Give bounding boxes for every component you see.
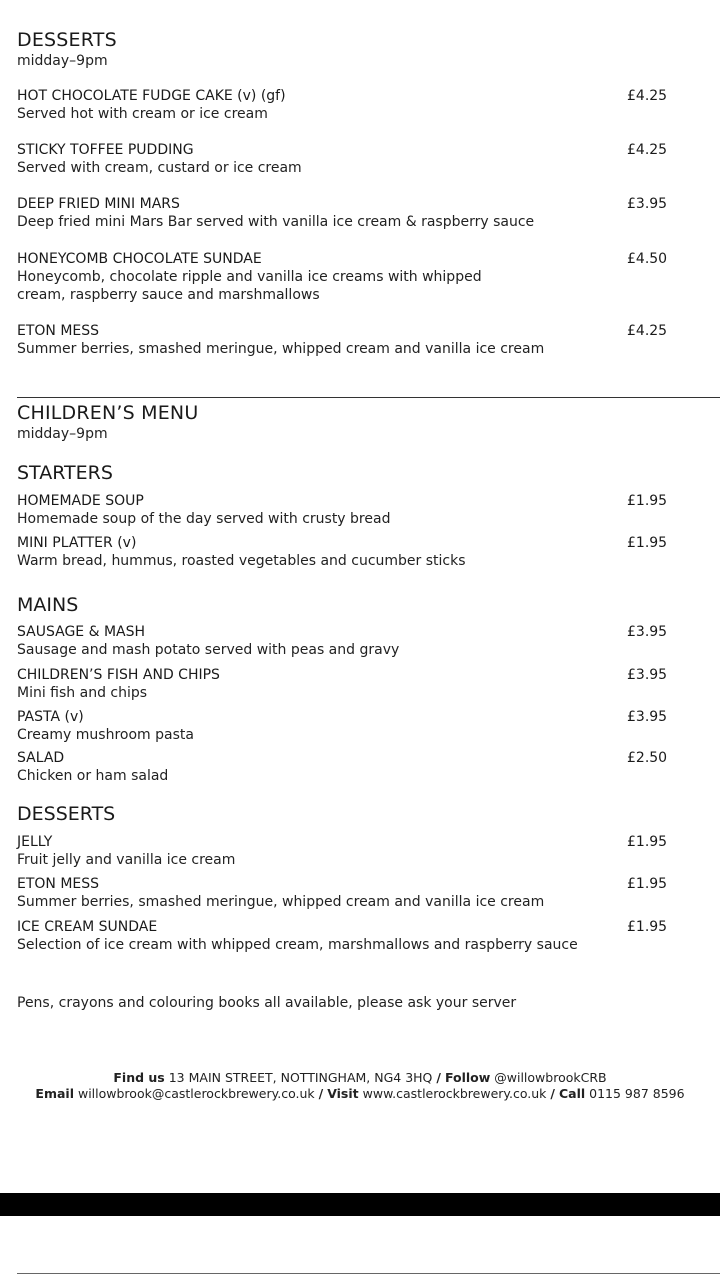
item-price: £4.25 [627, 142, 668, 158]
item-name: HOT CHOCOLATE FUDGE CAKE (v) (gf) [17, 88, 286, 104]
menu-item [17, 833, 707, 869]
footer-line-2 [0, 1086, 720, 1102]
item-name: CHILDREN’S FISH AND CHIPS [17, 667, 220, 683]
phone-link[interactable]: 0115 987 8596 [589, 1086, 685, 1101]
menu-item [17, 322, 707, 358]
childrens-menu-hours: midday–9pm [17, 426, 108, 442]
item-description: Summer berries, smashed meringue, whipped cream and vanilla ice cream [17, 341, 545, 357]
childrens-menu-title: CHILDREN’S MENU [17, 402, 199, 424]
menu-item [17, 875, 707, 911]
menu-item [17, 623, 707, 659]
email-link[interactable]: willowbrook@castlerockbrewery.co.uk [77, 1086, 315, 1101]
menu-item [17, 534, 707, 570]
item-description: Chicken or ham salad [17, 768, 169, 784]
find-us-label: Find us [113, 1070, 165, 1085]
item-price: £1.95 [627, 919, 668, 935]
item-name: DEEP FRIED MINI MARS [17, 196, 180, 212]
item-name: MINI PLATTER (v) [17, 535, 137, 551]
item-description: Homemade soup of the day served with crusty bread [17, 511, 391, 527]
item-description: Deep fried mini Mars Bar served with vanilla ice cream & raspberry sauce [17, 214, 535, 230]
item-name: ETON MESS [17, 876, 100, 892]
item-price: £3.95 [627, 624, 668, 640]
menu-item [17, 195, 707, 231]
item-description: Creamy mushroom pasta [17, 727, 194, 743]
item-description: Fruit jelly and vanilla ice cream [17, 852, 236, 868]
item-price: £2.50 [627, 750, 668, 766]
menu-item [17, 87, 707, 123]
follow-label: Follow [444, 1070, 491, 1085]
item-description: Summer berries, smashed meringue, whipped cream and vanilla ice cream [17, 894, 545, 910]
call-label: Call [558, 1086, 586, 1101]
item-name: STICKY TOFFEE PUDDING [17, 142, 194, 158]
menu-item [17, 492, 707, 528]
item-name: PASTA (v) [17, 709, 84, 725]
item-price: £1.95 [627, 535, 668, 551]
menu-item [17, 666, 707, 702]
item-price: £4.25 [627, 88, 668, 104]
item-price: £4.50 [627, 251, 668, 267]
separator: / [318, 1086, 324, 1101]
mains-title: MAINS [17, 594, 79, 616]
item-description: Warm bread, hummus, roasted vegetables and cucumber sticks [17, 553, 466, 569]
children-desserts-title: DESSERTS [17, 803, 116, 825]
item-price: £3.95 [627, 709, 668, 725]
address: 13 MAIN STREET, NOTTINGHAM, NG4 3HQ [168, 1070, 433, 1085]
item-price: £1.95 [627, 876, 668, 892]
item-price: £3.95 [627, 667, 668, 683]
childrens-note: Pens, crayons and colouring books all available, please ask your server [17, 995, 517, 1011]
menu-item [17, 708, 707, 744]
item-name: HOMEMADE SOUP [17, 493, 144, 509]
bottom-divider [17, 1273, 720, 1274]
item-name: SAUSAGE & MASH [17, 624, 146, 640]
item-description: Served with cream, custard or ice cream [17, 160, 302, 176]
separator: / [436, 1070, 441, 1085]
website-link[interactable]: www.castlerockbrewery.co.uk [362, 1086, 547, 1101]
menu-item [17, 250, 707, 304]
email-label: Email [35, 1086, 74, 1101]
footer-black-bar [0, 1193, 720, 1216]
starters-title: STARTERS [17, 462, 113, 484]
item-price: £3.95 [627, 196, 668, 212]
menu-item [17, 749, 707, 785]
separator: / [550, 1086, 555, 1101]
social-handle-link[interactable]: @willowbrookCRB [494, 1070, 607, 1085]
section-divider [17, 397, 720, 398]
desserts-title: DESSERTS [17, 29, 117, 51]
item-name: SALAD [17, 750, 65, 766]
visit-label: Visit [327, 1086, 359, 1101]
item-description: Served hot with cream or ice cream [17, 106, 268, 122]
item-description: Mini fish and chips [17, 685, 148, 701]
item-price: £1.95 [627, 493, 668, 509]
item-description: Honeycomb, chocolate ripple and vanilla ice creams with whipped cream, raspberry sauce and marshmallows [17, 269, 482, 303]
item-name: JELLY [17, 834, 53, 850]
item-price: £4.25 [627, 323, 668, 339]
item-name: ICE CREAM SUNDAE [17, 919, 158, 935]
item-description: Sausage and mash potato served with peas and gravy [17, 642, 400, 658]
item-name: ETON MESS [17, 323, 100, 339]
menu-item [17, 918, 707, 954]
desserts-hours: midday–9pm [17, 53, 108, 69]
item-description: Selection of ice cream with whipped cream, marshmallows and raspberry sauce [17, 937, 578, 953]
item-name: HONEYCOMB CHOCOLATE SUNDAE [17, 251, 262, 267]
item-price: £1.95 [627, 834, 668, 850]
menu-item [17, 141, 707, 177]
footer-line-1 [0, 1070, 720, 1086]
